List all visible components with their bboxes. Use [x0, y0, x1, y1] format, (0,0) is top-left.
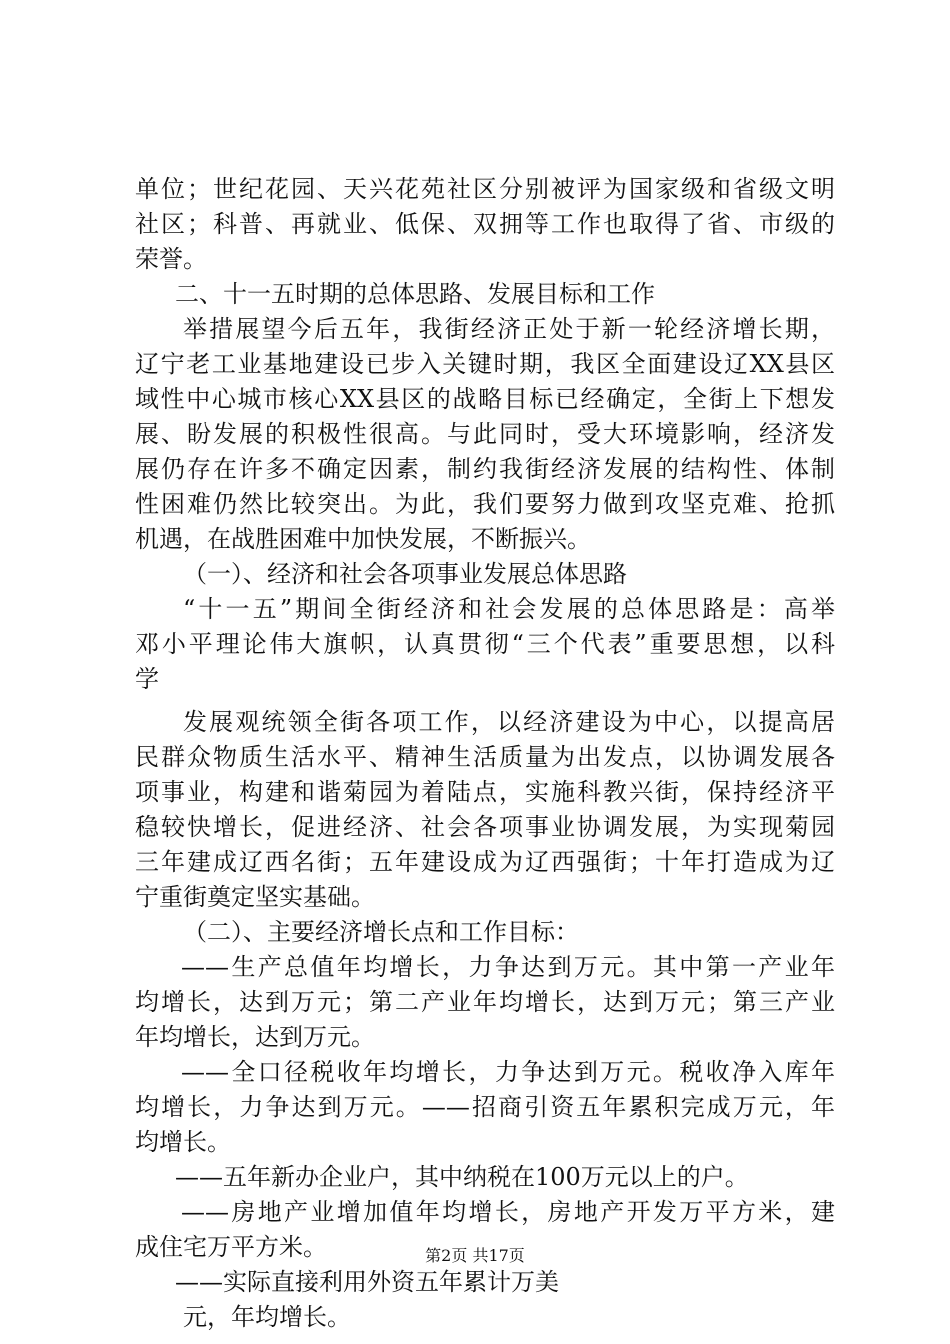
text-line: 荣誉。 [135, 245, 207, 273]
section-heading: 二、十一五时期的总体思路、发展目标和工作 [175, 280, 655, 308]
document-body [135, 172, 835, 1335]
text-line: 项事业，构建和谐菊园为着陆点，实施科教兴街，保持经济平 [135, 778, 835, 806]
section-heading: （一）、经济和社会各项事业发展总体思路 [183, 560, 627, 588]
text-line: 发展观统领全街各项工作，以经济建设为中心，以提高居 [183, 708, 835, 736]
text-line: ——五年新办企业户，其中纳税在100万元以上的户。 [175, 1163, 749, 1191]
text-line: 单位；世纪花园、天兴花苑社区分别被评为国家级和省级文明 [135, 175, 835, 203]
text-line: “十一五”期间全街经济和社会发展的总体思路是：高举 [183, 595, 835, 623]
text-line: 元，年均增长。 [183, 1303, 351, 1331]
text-line: 邓小平理论伟大旗帜，认真贯彻“三个代表”重要思想，以科 [135, 630, 835, 658]
text-line: 域性中心城市核心XX县区的战略目标已经确定，全街上下想发 [135, 385, 835, 413]
text-line: 机遇，在战胜困难中加快发展，不断振兴。 [135, 525, 591, 553]
text-line: 年均增长，达到万元。 [135, 1023, 375, 1051]
section-heading: （二）、主要经济增长点和工作目标： [183, 918, 579, 946]
page-footer: 第2页 共17页 [425, 1246, 525, 1265]
text-line: ——全口径税收年均增长，力争达到万元。税收净入库年 [181, 1058, 835, 1086]
text-line: 民群众物质生活水平、精神生活质量为出发点，以协调发展各 [135, 743, 835, 771]
text-line: 社区；科普、再就业、低保、双拥等工作也取得了省、市级的 [135, 210, 835, 238]
text-line: 学 [135, 665, 159, 693]
text-line: ——实际直接利用外资五年累计万美 [175, 1268, 559, 1296]
text-line: 稳较快增长，促进经济、社会各项事业协调发展，为实现菊园 [135, 813, 835, 841]
text-line: 宁重街奠定坚实基础。 [135, 883, 375, 911]
text-line: 均增长，力争达到万元。——招商引资五年累积完成万元，年 [135, 1093, 835, 1121]
text-line: 均增长，达到万元；第二产业年均增长，达到万元；第三产业 [135, 988, 835, 1016]
text-line: 成住宅万平方米。 [135, 1233, 327, 1261]
text-line: ——房地产业增加值年均增长，房地产开发万平方米，建 [181, 1198, 835, 1226]
text-line: 性困难仍然比较突出。为此，我们要努力做到攻坚克难、抢抓 [135, 490, 835, 518]
text-line: 展仍存在许多不确定因素，制约我街经济发展的结构性、体制 [135, 455, 835, 483]
text-line: 三年建成辽西名街；五年建设成为辽西强街；十年打造成为辽 [135, 848, 835, 876]
text-line: 均增长。 [135, 1128, 231, 1156]
text-line: 举措展望今后五年，我街经济正处于新一轮经济增长期， [183, 315, 835, 343]
text-line: 展、盼发展的积极性很高。与此同时，受大环境影响，经济发 [135, 420, 835, 448]
text-line: 辽宁老工业基地建设已步入关键时期，我区全面建设辽XX县区 [135, 350, 835, 378]
text-line: ——生产总值年均增长，力争达到万元。其中第一产业年 [181, 953, 835, 981]
